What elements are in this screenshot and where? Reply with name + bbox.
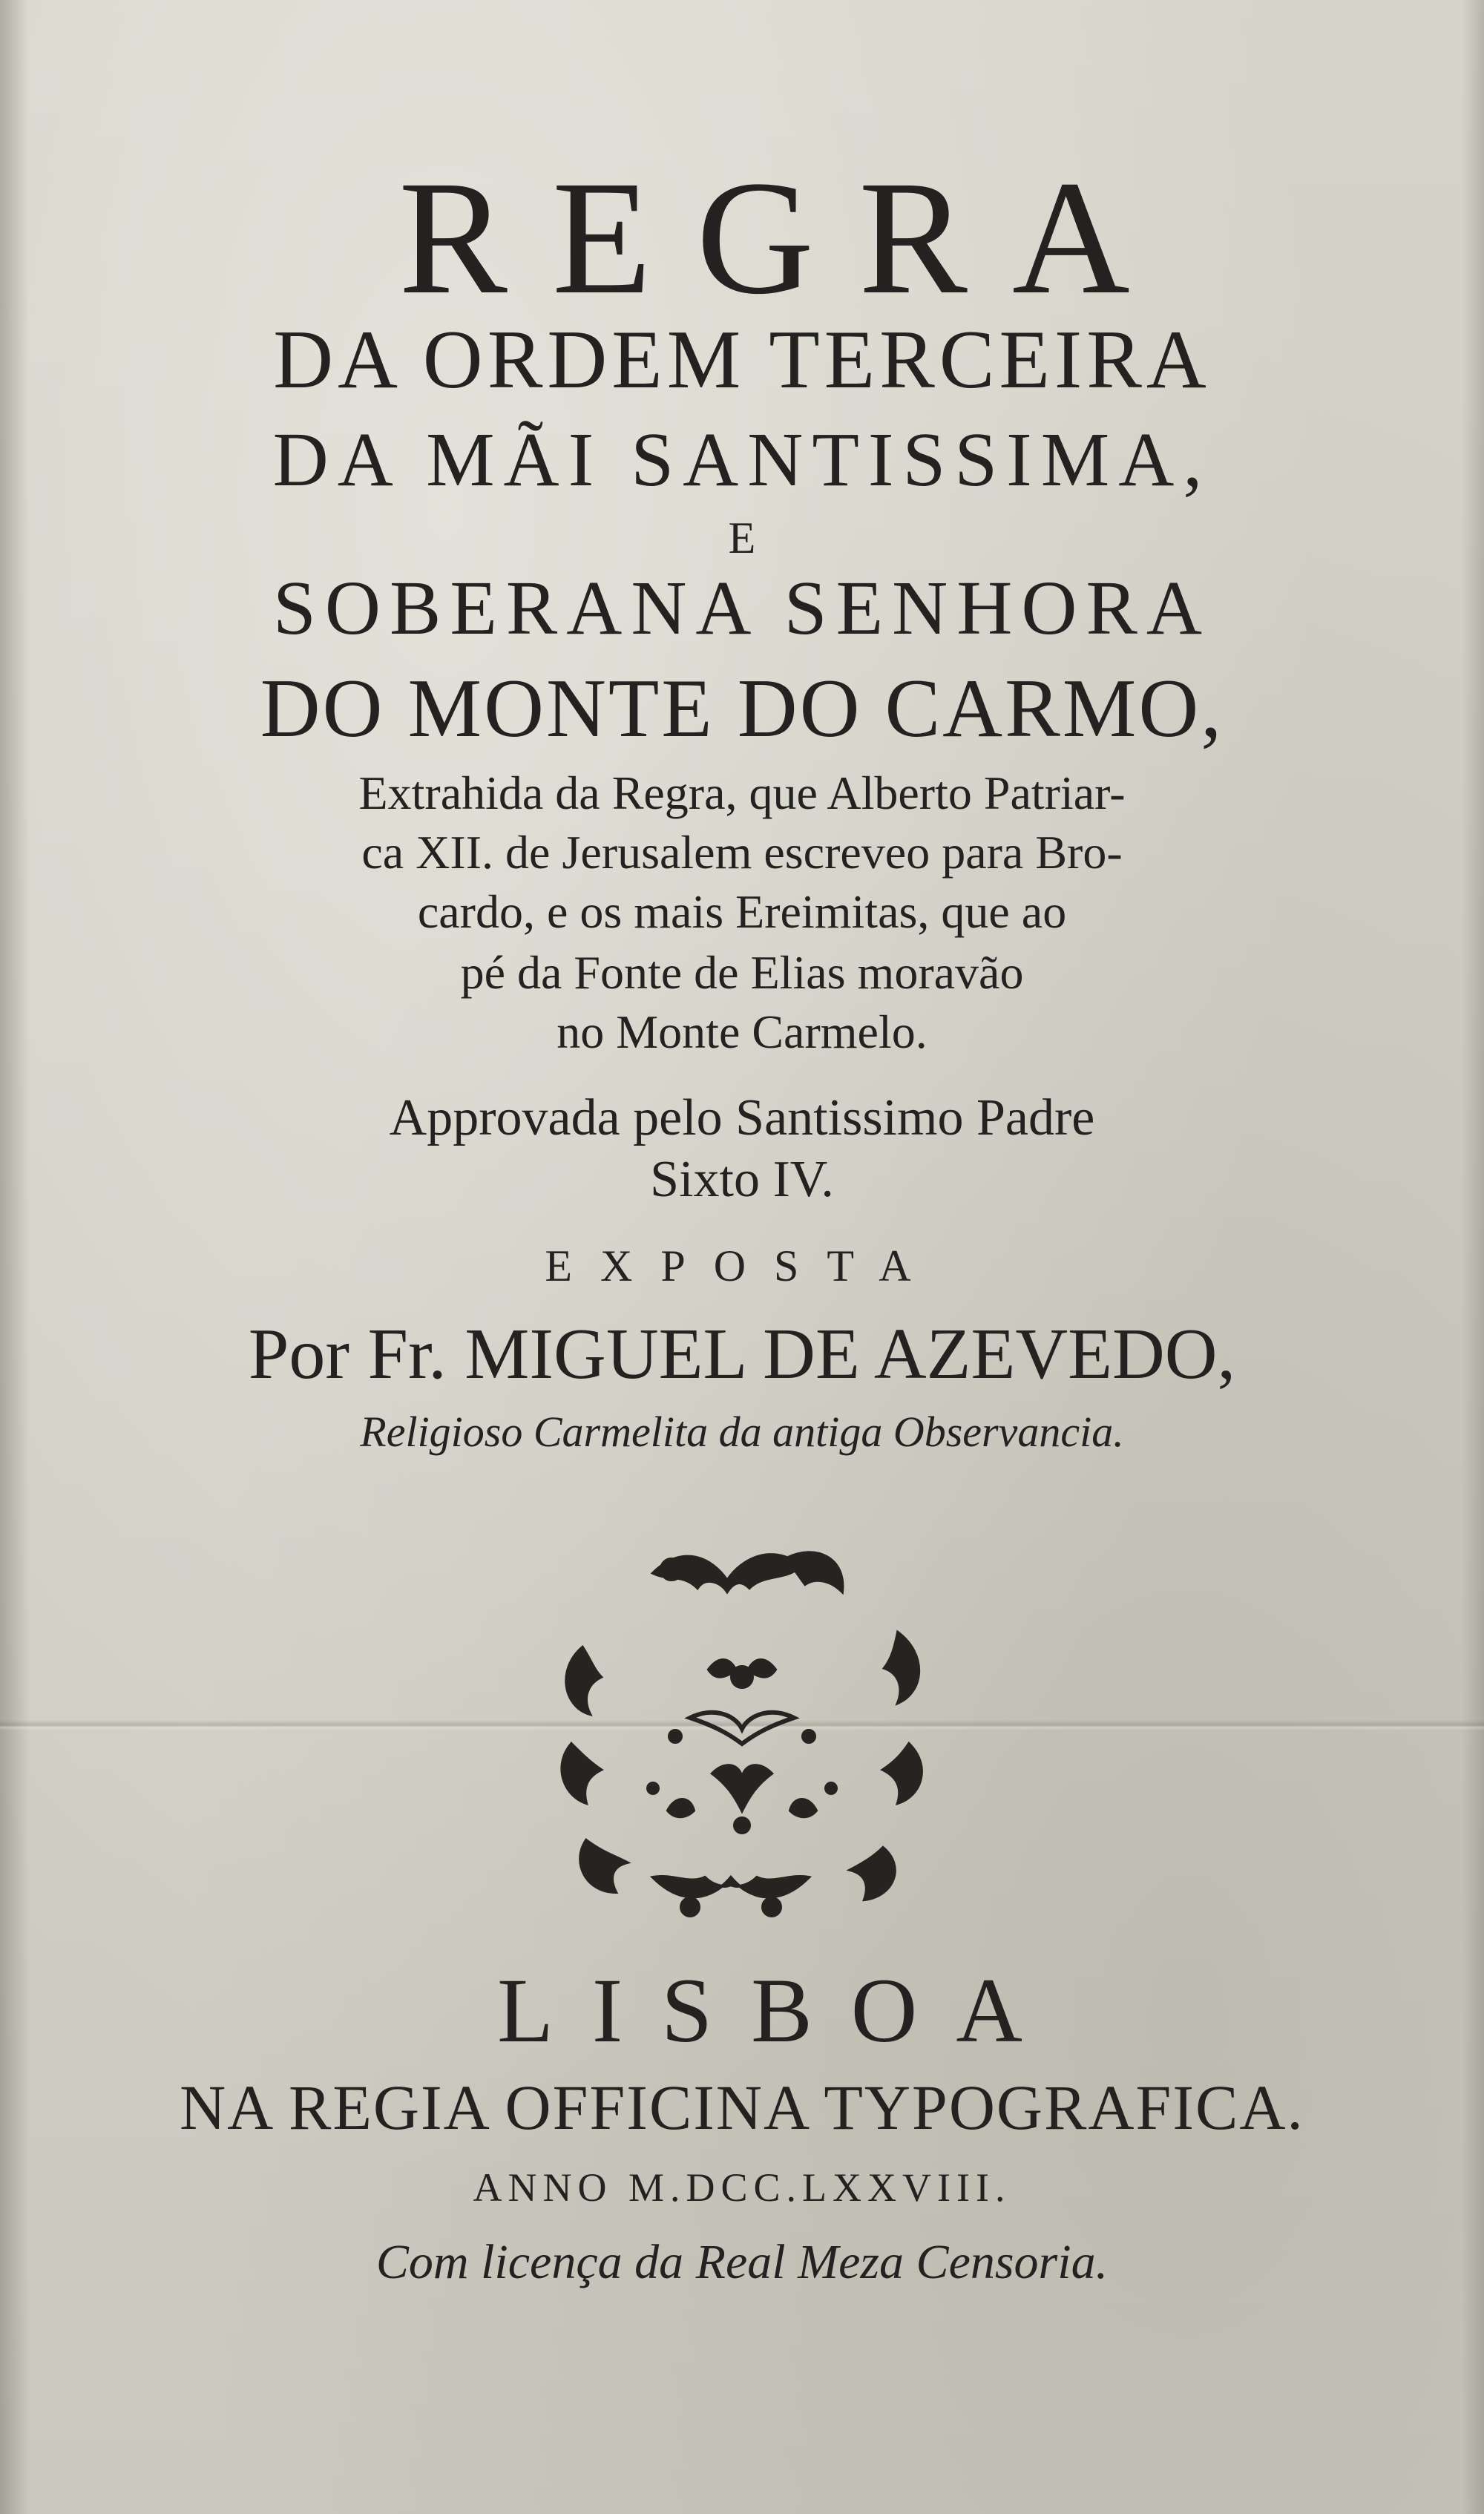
subtitle-line-4: DO MONTE DO CARMO, xyxy=(260,663,1224,755)
imprint-city: LISBOA xyxy=(497,1960,1061,2061)
approval-line-1: Approvada pelo Santissimo Padre xyxy=(389,1089,1095,1146)
description-line-5: no Monte Carmelo. xyxy=(556,1005,928,1058)
exposition-label: EXPOSTA xyxy=(545,1241,939,1290)
subtitle-line-1: DA ORDEM TERCEIRA xyxy=(273,314,1211,406)
subtitle-conjunction: E xyxy=(728,513,756,562)
description-line-1: Extrahida da Regra, que Alberto Patriar- xyxy=(358,767,1126,819)
subtitle-line-2: DA MÃI SANTISSIMA, xyxy=(272,417,1212,502)
author-line: Por Fr. MIGUEL DE AZEVEDO, xyxy=(248,1314,1236,1394)
floral-vignette-icon xyxy=(542,1529,942,1929)
book-title: REGRA xyxy=(398,147,1175,328)
approval-line-2: Sixto IV. xyxy=(650,1151,834,1208)
imprint-year: ANNO M.DCC.LXXVIII. xyxy=(473,2165,1011,2210)
description-line-3: cardo, e os mais Ereimitas, que ao xyxy=(417,885,1067,938)
description-line-2: ca XII. de Jerusalem escreveo para Bro- xyxy=(361,826,1123,879)
author-order: Religioso Carmelita da antiga Observancia. xyxy=(360,1408,1124,1456)
subtitle-line-3: SOBERANA SENHORA xyxy=(273,565,1211,651)
imprint-press: NA REGIA OFFICINA TYPOGRAFICA. xyxy=(180,2072,1304,2143)
imprint-license: Com licença da Real Meza Censoria. xyxy=(375,2235,1109,2289)
description-line-4: pé da Fonte de Elias moravão xyxy=(460,946,1024,999)
